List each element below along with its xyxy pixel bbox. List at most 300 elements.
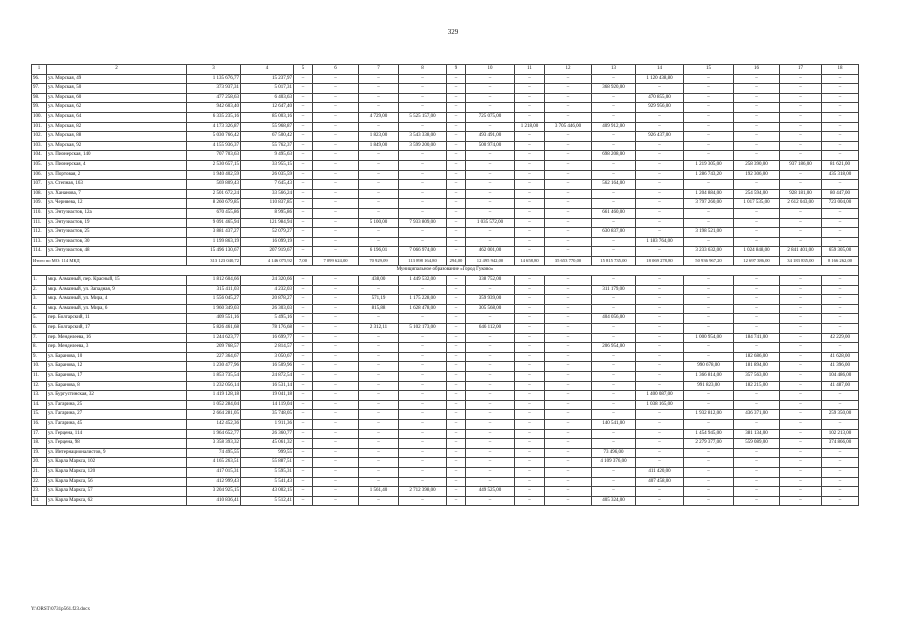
table-cell: – (515, 314, 545, 324)
table-cell: – (822, 304, 859, 314)
table-cell: – (822, 208, 859, 218)
table-cell: – (313, 160, 359, 170)
table-cell: 1 556 045,27 (187, 295, 241, 305)
table-row (32, 419, 859, 429)
table-cell: – (545, 333, 592, 343)
table-cell: – (636, 314, 684, 324)
table-cell: 259 350,00 (822, 410, 859, 420)
table-cell: – (294, 304, 313, 314)
table-cell: – (466, 400, 515, 410)
table-cell: 3 204 925,15 (187, 487, 241, 497)
table-row (32, 477, 859, 487)
table-cell: – (313, 84, 359, 94)
table-cell: – (447, 132, 466, 142)
table-cell: 3 198 521,00 (684, 228, 734, 238)
table-row (32, 247, 859, 257)
table-cell: пер. Болгарский, 11 (47, 314, 187, 324)
table-cell: – (294, 324, 313, 334)
table-cell: – (294, 285, 313, 295)
table-cell: – (447, 237, 466, 247)
table-row (32, 496, 859, 506)
table-cell: – (466, 93, 515, 103)
table-cell: – (466, 477, 515, 487)
column-number-cell: 16 (734, 65, 780, 75)
table-cell: 305 568,00 (466, 304, 515, 314)
table-cell: – (359, 467, 399, 477)
section-title-row (32, 266, 859, 276)
table-cell: – (294, 429, 313, 439)
table-cell: – (466, 74, 515, 84)
table-cell: – (515, 439, 545, 449)
table-cell: – (294, 237, 313, 247)
total-cell: 34 183 835,00 (780, 256, 822, 266)
table-cell: – (399, 458, 447, 468)
table-cell: – (515, 237, 545, 247)
table-cell: 6. (32, 324, 47, 334)
table-cell: 182 686,00 (734, 352, 780, 362)
table-cell: – (447, 314, 466, 324)
table-cell: – (684, 314, 734, 324)
table-cell: 55 762,37 (241, 141, 294, 151)
table-cell: 1 940 402,59 (187, 170, 241, 180)
table-cell: 409 551,16 (187, 314, 241, 324)
table-cell: 500 974,00 (466, 141, 515, 151)
table-cell: 41 487,00 (822, 381, 859, 391)
table-row (32, 410, 859, 420)
table-cell: 1 419 128,18 (187, 391, 241, 401)
table-row (32, 132, 859, 142)
table-cell: – (545, 170, 592, 180)
table-cell: 4 173 326,87 (187, 122, 241, 132)
table-cell: – (636, 304, 684, 314)
table-cell: 35 748,05 (241, 410, 294, 420)
table-cell: – (447, 448, 466, 458)
table-cell: – (359, 122, 399, 132)
table-cell: – (515, 132, 545, 142)
table-cell: – (515, 160, 545, 170)
table-cell: – (545, 93, 592, 103)
table-cell: – (684, 324, 734, 334)
table-cell: – (313, 419, 359, 429)
table-cell: 2 279 377,00 (684, 439, 734, 449)
table-cell: 3 358 393,32 (187, 439, 241, 449)
table-cell: – (399, 352, 447, 362)
table-cell: – (447, 74, 466, 84)
table-cell: – (780, 93, 822, 103)
table-cell: – (313, 487, 359, 497)
table-cell: 411 420,00 (636, 467, 684, 477)
table-cell: – (399, 391, 447, 401)
table-cell: 2 814,57 (241, 343, 294, 353)
table-cell: 409 912,00 (592, 122, 636, 132)
table-cell: – (294, 141, 313, 151)
table-cell: – (636, 458, 684, 468)
table-cell: – (515, 295, 545, 305)
table-cell: – (734, 285, 780, 295)
table-cell: – (399, 180, 447, 190)
table-cell: – (515, 448, 545, 458)
table-cell: 815,88 (359, 304, 399, 314)
table-cell: – (545, 448, 592, 458)
table-cell: – (684, 84, 734, 94)
total-cell: 8 166 262,00 (822, 256, 859, 266)
table-cell: – (447, 343, 466, 353)
column-number-cell: 10 (466, 65, 515, 75)
table-cell: – (399, 496, 447, 506)
total-cell: 50 936 967,20 (684, 256, 734, 266)
table-cell: 113. (32, 237, 47, 247)
table-cell: 698 208,00 (592, 151, 636, 161)
table-cell: 7 933 809,00 (399, 218, 447, 228)
table-cell: 2 312,11 (359, 324, 399, 334)
table-cell: – (545, 276, 592, 286)
table-cell: – (313, 324, 359, 334)
table-cell: – (780, 343, 822, 353)
table-cell: – (359, 180, 399, 190)
table-cell: – (294, 362, 313, 372)
table-cell: 417 015,31 (187, 467, 241, 477)
table-cell: – (780, 381, 822, 391)
table-cell: – (780, 477, 822, 487)
table-row (32, 400, 859, 410)
table-cell: – (592, 372, 636, 382)
table-cell: 109. (32, 199, 47, 209)
table-cell: – (447, 487, 466, 497)
table-cell: – (466, 391, 515, 401)
table-cell: – (399, 151, 447, 161)
table-cell: 33 955,15 (241, 160, 294, 170)
total-cell: 15 815 735,00 (592, 256, 636, 266)
table-cell: – (399, 160, 447, 170)
table-cell: 1 964 652,77 (187, 429, 241, 439)
table-cell: – (313, 304, 359, 314)
table-cell: – (313, 237, 359, 247)
table-cell: – (359, 419, 399, 429)
table-cell: – (294, 122, 313, 132)
table-cell: 646 112,00 (466, 324, 515, 334)
table-cell: 3. (32, 295, 47, 305)
table-cell: – (359, 429, 399, 439)
table-cell: – (313, 400, 359, 410)
table-cell: 55 887,51 (241, 458, 294, 468)
table-cell: – (684, 343, 734, 353)
table-cell: – (545, 199, 592, 209)
table-cell: 1 823,00 (359, 132, 399, 142)
table-cell: – (447, 189, 466, 199)
table-cell: 5 102 173,00 (399, 324, 447, 334)
table-cell: – (515, 276, 545, 286)
table-cell: 33 566,24 (241, 189, 294, 199)
table-cell: – (545, 496, 592, 506)
table-cell: 2 612 043,00 (780, 199, 822, 209)
table-cell: 405 324,00 (592, 496, 636, 506)
table-cell: – (313, 314, 359, 324)
table-cell: – (294, 439, 313, 449)
table-cell: – (734, 218, 780, 228)
table-cell: ул. Баранова, 12 (47, 362, 187, 372)
table-cell: – (313, 343, 359, 353)
table-cell: – (447, 419, 466, 429)
table-cell: – (636, 381, 684, 391)
table-cell: – (780, 237, 822, 247)
table-cell: – (684, 352, 734, 362)
table-cell: – (399, 199, 447, 209)
table-cell: – (636, 151, 684, 161)
table-cell: – (515, 362, 545, 372)
table-cell: 81 621,00 (822, 160, 859, 170)
table-cell: 23. (32, 487, 47, 497)
table-cell: – (515, 410, 545, 420)
table-cell: – (780, 419, 822, 429)
table-cell: – (545, 132, 592, 142)
total-cell: 12 697 386,00 (734, 256, 780, 266)
table-cell: – (447, 458, 466, 468)
table-cell: – (466, 458, 515, 468)
column-number-cell: 12 (545, 65, 592, 75)
table-cell: 1 449 532,00 (399, 276, 447, 286)
table-cell: – (294, 160, 313, 170)
table-cell: – (780, 429, 822, 439)
table-cell: 381 134,00 (734, 429, 780, 439)
table-cell: – (313, 218, 359, 228)
table-cell: – (359, 391, 399, 401)
table-cell: – (822, 151, 859, 161)
table-cell: – (359, 93, 399, 103)
column-number-cell: 14 (636, 65, 684, 75)
table-cell: – (684, 458, 734, 468)
table-row (32, 93, 859, 103)
table-cell: 3 797 260,00 (684, 199, 734, 209)
table-row (32, 295, 859, 305)
table-cell: – (399, 170, 447, 180)
table-cell: – (466, 228, 515, 238)
table-row (32, 112, 859, 122)
table-cell: – (734, 477, 780, 487)
table-cell: – (359, 448, 399, 458)
table-cell: 98. (32, 93, 47, 103)
table-cell: – (545, 400, 592, 410)
table-cell: 5 100,00 (359, 218, 399, 228)
table-cell: 121 984,94 (241, 218, 294, 228)
table-cell: – (515, 141, 545, 151)
table-cell: – (515, 419, 545, 429)
table-cell: 5 030 766,42 (187, 132, 241, 142)
table-row (32, 352, 859, 362)
table-row (32, 439, 859, 449)
table-cell: – (313, 151, 359, 161)
table-cell: – (294, 352, 313, 362)
table-cell: – (313, 189, 359, 199)
table-cell: – (780, 487, 822, 497)
table-cell: 1 218,00 (515, 122, 545, 132)
table-cell: 1 199 863,19 (187, 237, 241, 247)
table-cell: – (294, 381, 313, 391)
table-cell: 114. (32, 247, 47, 257)
table-cell: – (515, 180, 545, 190)
table-cell: 670 455,86 (187, 208, 241, 218)
table-cell: 5 541,43 (241, 477, 294, 487)
table-cell: – (780, 285, 822, 295)
table-cell: – (466, 151, 515, 161)
table-cell: – (447, 180, 466, 190)
table-cell: – (313, 276, 359, 286)
table-cell: – (684, 122, 734, 132)
table-cell: 4 155 936,37 (187, 141, 241, 151)
table-cell: 105. (32, 160, 47, 170)
table-cell: 1 017 535,00 (734, 199, 780, 209)
table-cell: 140 541,00 (592, 419, 636, 429)
table-cell: – (636, 410, 684, 420)
table-cell: 569 809,43 (187, 180, 241, 190)
table-cell: – (545, 419, 592, 429)
table-cell: 26 303,03 (241, 304, 294, 314)
table-cell: – (447, 429, 466, 439)
table-cell: – (545, 160, 592, 170)
table-cell: ул. Гагарина, 27 (47, 410, 187, 420)
total-cell: 18 069 278,80 (636, 256, 684, 266)
table-cell: – (294, 112, 313, 122)
table-cell: 104. (32, 151, 47, 161)
table-cell: – (636, 112, 684, 122)
table-cell: – (515, 208, 545, 218)
table-row (32, 429, 859, 439)
table-cell: – (545, 372, 592, 382)
table-cell: ул. Энтузиастов, 48 (47, 247, 187, 257)
table-cell: – (515, 429, 545, 439)
table-cell: 470 855,00 (636, 93, 684, 103)
table-row (32, 458, 859, 468)
column-number-cell: 1 (32, 65, 47, 75)
table-cell: – (515, 496, 545, 506)
column-number-cell: 11 (515, 65, 545, 75)
section-title: Муниципальное образование «Город Гуково» (32, 266, 859, 276)
table-cell: – (636, 372, 684, 382)
table-cell: – (399, 381, 447, 391)
table-cell: 102 213,00 (822, 429, 859, 439)
table-cell: 435 318,00 (822, 170, 859, 180)
table-cell: – (294, 295, 313, 305)
table-cell: – (545, 439, 592, 449)
table-cell: – (313, 381, 359, 391)
table-cell: – (359, 410, 399, 420)
table-cell: 22. (32, 477, 47, 487)
table-cell: – (636, 487, 684, 497)
table-cell: – (294, 103, 313, 113)
table-cell: – (359, 151, 399, 161)
table-cell: 1 628 478,00 (399, 304, 447, 314)
table-cell: – (399, 467, 447, 477)
table-cell: – (313, 333, 359, 343)
table-cell: 559 089,00 (734, 439, 780, 449)
table-cell: – (545, 74, 592, 84)
table-cell: – (592, 160, 636, 170)
table-cell: 359 939,00 (466, 295, 515, 305)
table-row (32, 218, 859, 228)
table-cell: 1 812 604,66 (187, 276, 241, 286)
table-cell: – (359, 199, 399, 209)
table-cell: – (515, 343, 545, 353)
table-cell: – (313, 467, 359, 477)
table-cell: 206 954,00 (592, 343, 636, 353)
table-cell: – (734, 304, 780, 314)
table-cell: – (466, 467, 515, 477)
table-cell: – (294, 467, 313, 477)
table-cell: – (780, 84, 822, 94)
table-cell: – (545, 218, 592, 228)
table-cell: – (447, 391, 466, 401)
table-cell: – (313, 352, 359, 362)
table-cell: – (636, 295, 684, 305)
table-cell: – (313, 112, 359, 122)
table-cell: – (684, 276, 734, 286)
table-row (32, 448, 859, 458)
table-cell: – (294, 343, 313, 353)
table-cell: – (545, 477, 592, 487)
table-cell: – (359, 74, 399, 84)
table-cell: 725 075,00 (466, 112, 515, 122)
table-cell: – (294, 333, 313, 343)
total-cell: 35 653 770,00 (545, 256, 592, 266)
table-cell: – (592, 400, 636, 410)
table-cell: – (399, 189, 447, 199)
table-cell: – (545, 295, 592, 305)
table-cell: – (294, 487, 313, 497)
table-cell: 78 176,68 (241, 324, 294, 334)
table-cell: – (447, 295, 466, 305)
table-cell: – (515, 381, 545, 391)
table-cell: – (294, 314, 313, 324)
column-number-cell: 17 (780, 65, 822, 75)
table-cell: 1 960 349,03 (187, 304, 241, 314)
table-cell: – (313, 74, 359, 84)
table-cell: 21. (32, 467, 47, 477)
table-cell: – (780, 458, 822, 468)
table-cell: 96. (32, 74, 47, 84)
column-number-cell: 18 (822, 65, 859, 75)
table-cell: 2 501 672,24 (187, 189, 241, 199)
register-table (31, 64, 859, 506)
table-cell: – (734, 343, 780, 353)
table-cell: – (545, 151, 592, 161)
table-cell: 1 000 954,00 (684, 333, 734, 343)
table-row (32, 208, 859, 218)
table-cell: – (447, 410, 466, 420)
total-cell: 12 495 942,00 (466, 256, 515, 266)
table-cell: 928 181,00 (780, 189, 822, 199)
table-cell: ул. Гагарина, 25 (47, 400, 187, 410)
table-cell: – (515, 391, 545, 401)
table-cell: – (822, 391, 859, 401)
total-cell: 7 099 624,00 (313, 256, 359, 266)
table-cell: – (592, 439, 636, 449)
table-cell: – (734, 487, 780, 497)
table-cell: – (399, 410, 447, 420)
table-row (32, 151, 859, 161)
table-cell: 5 525 157,00 (399, 112, 447, 122)
table-cell: – (466, 333, 515, 343)
table-cell: – (822, 74, 859, 84)
table-cell: ул. Интернационалистов, 9 (47, 448, 187, 458)
table-row (32, 381, 859, 391)
table-cell: – (399, 372, 447, 382)
table-cell: – (399, 439, 447, 449)
table-cell: 15. (32, 410, 47, 420)
table-cell: – (780, 362, 822, 372)
table-cell: – (822, 122, 859, 132)
table-cell: – (313, 103, 359, 113)
table-cell: – (822, 448, 859, 458)
table-cell: – (545, 189, 592, 199)
